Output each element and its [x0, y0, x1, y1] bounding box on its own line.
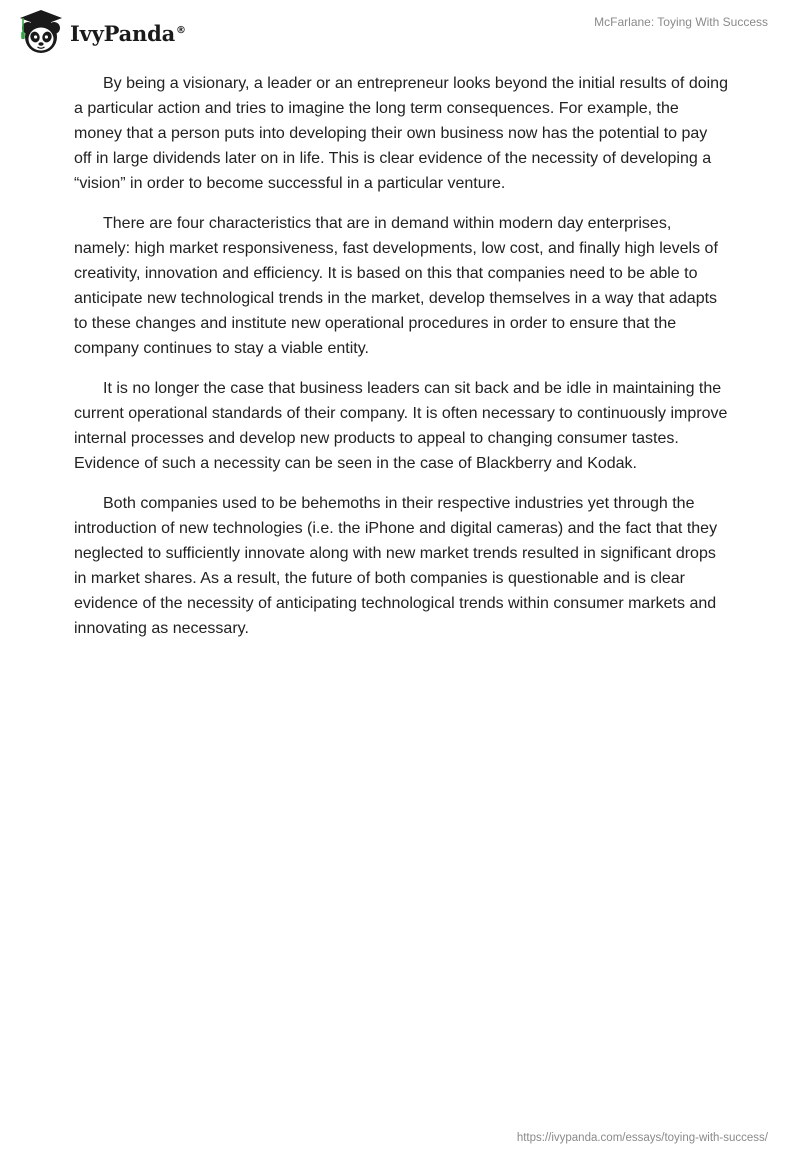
- essay-body: [74, 71, 728, 656]
- paragraph: By being a visionary, a leader or an entrepreneur looks beyond the initial results of doing a particular action and tries to imagine the long term consequences. For example, the money that a person puts into developing their own business now has the potential to pay off in large dividends later on in life. This is clear evidence of the necessity of developing a “vision” in order to become successful in a particular venture.: [74, 75, 728, 192]
- paragraph: It is no longer the case that business leaders can sit back and be idle in maintaining the current operational standards of their company. It is often necessary to continuously improve internal processes and develop new products to appeal to changing consumer tastes. Evidence of such a necessity can be seen in the case of Blackberry and Kodak.: [74, 380, 728, 472]
- registered-mark: ®: [176, 24, 186, 36]
- brand-name: IvyPanda®: [70, 20, 186, 46]
- ivypanda-logo[interactable]: [16, 8, 186, 56]
- page-header: [0, 0, 800, 60]
- running-title: McFarlane: Toying With Success: [594, 15, 768, 29]
- panda-graduation-cap-icon: [16, 8, 66, 56]
- source-url-link[interactable]: https://ivypanda.com/essays/toying-with-success/: [516, 1132, 768, 1144]
- paragraph: There are four characteristics that are in demand within modern day enterprises, namely: high market responsiveness, fast developments, low cost, and finally high levels of creativity, innovation and efficiency. It is based on this that companies need to be able to anticipate new technological trends in the market, develop themselves in a way that adapts to these changes and institute new operational procedures in order to ensure that the company continues to stay a viable entity.: [74, 215, 718, 357]
- paragraph: Both companies used to be behemoths in their respective industries yet through the introduction of new technologies (i.e. the iPhone and digital cameras) and the fact that they neglected to sufficiently innovate along with new market trends resulted in significant drops in market shares. As a result, the future of both companies is questionable and is clear evidence of the necessity of anticipating technological trends within consumer markets and innovating as necessary.: [74, 495, 718, 637]
